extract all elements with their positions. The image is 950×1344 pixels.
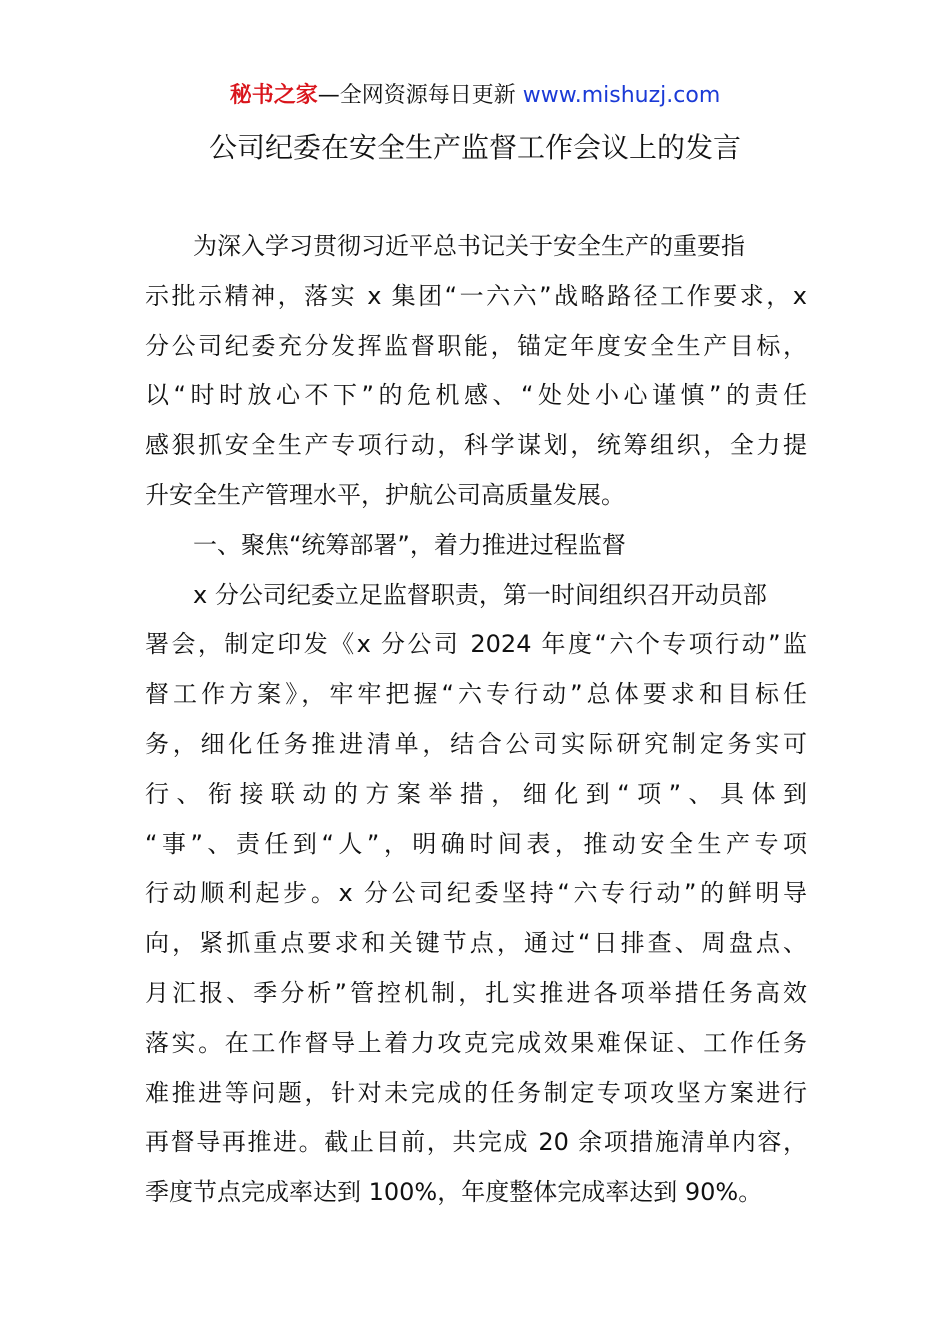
site-header [0, 80, 950, 112]
body-line: 落实。在工作督导上着力攻克完成效果难保证、工作任务 [145, 1028, 807, 1057]
body-line: 分公司纪委充分发挥监督职能，锚定年度安全生产目标， [145, 331, 807, 360]
body-line: 感狠抓安全生产专项行动，科学谋划，统筹组织，全力提 [145, 431, 807, 460]
body-line: 月汇报、季分析”管控机制，扎实推进各项举措任务高效 [145, 978, 807, 1007]
body-line: 行动顺利起步。x 分公司纪委坚持“六专行动”的鲜明导 [145, 879, 807, 908]
body-line: 署会，制定印发《x 分公司 2024 年度“六个专项行动”监 [145, 630, 807, 659]
body-line: “事”、责任到“人”，明确时间表，推动安全生产专项 [145, 829, 807, 858]
body-line: x 分公司纪委立足监督职责，第一时间组织召开动员部 [193, 580, 767, 609]
site-url-link[interactable]: www.mishuzj.com [522, 83, 721, 108]
body-line: 以“时时放心不下”的危机感、“处处小心谨慎”的责任 [145, 381, 807, 410]
body-line: 务，细化任务推进清单，结合公司实际研究制定务实可 [145, 729, 807, 758]
body-line: 示批示精神，落实 x 集团“一六六”战略路径工作要求，x [145, 281, 807, 310]
body-line: 督工作方案》，牢牢把握“六专行动”总体要求和目标任 [145, 680, 807, 709]
body-line: 行、衔接联动的方案举措，细化到“项”、具体到 [145, 779, 807, 808]
body-line: 向，紧抓重点要求和关键节点，通过“日排查、周盘点、 [145, 929, 807, 958]
body-line: 季度节点完成率达到 100%，年度整体完成率达到 90%。 [145, 1178, 763, 1207]
section-heading: 一、聚焦“统筹部署”，着力推进过程监督 [193, 530, 626, 559]
body-line: 难推进等问题，针对未完成的任务制定专项攻坚方案进行 [145, 1078, 807, 1107]
document-body [145, 222, 807, 1218]
document-title: 公司纪委在安全生产监督工作会议上的发言 [208, 131, 741, 164]
body-line: 升安全生产管理水平，护航公司高质量发展。 [145, 480, 625, 509]
site-tagline: —全网资源每日更新 [317, 83, 523, 108]
site-brand: 秘书之家 [229, 83, 318, 108]
body-line: 再督导再推进。截止目前，共完成 20 余项措施清单内容， [145, 1128, 807, 1157]
body-line: 为深入学习贯彻习近平总书记关于安全生产的重要指 [193, 232, 745, 260]
